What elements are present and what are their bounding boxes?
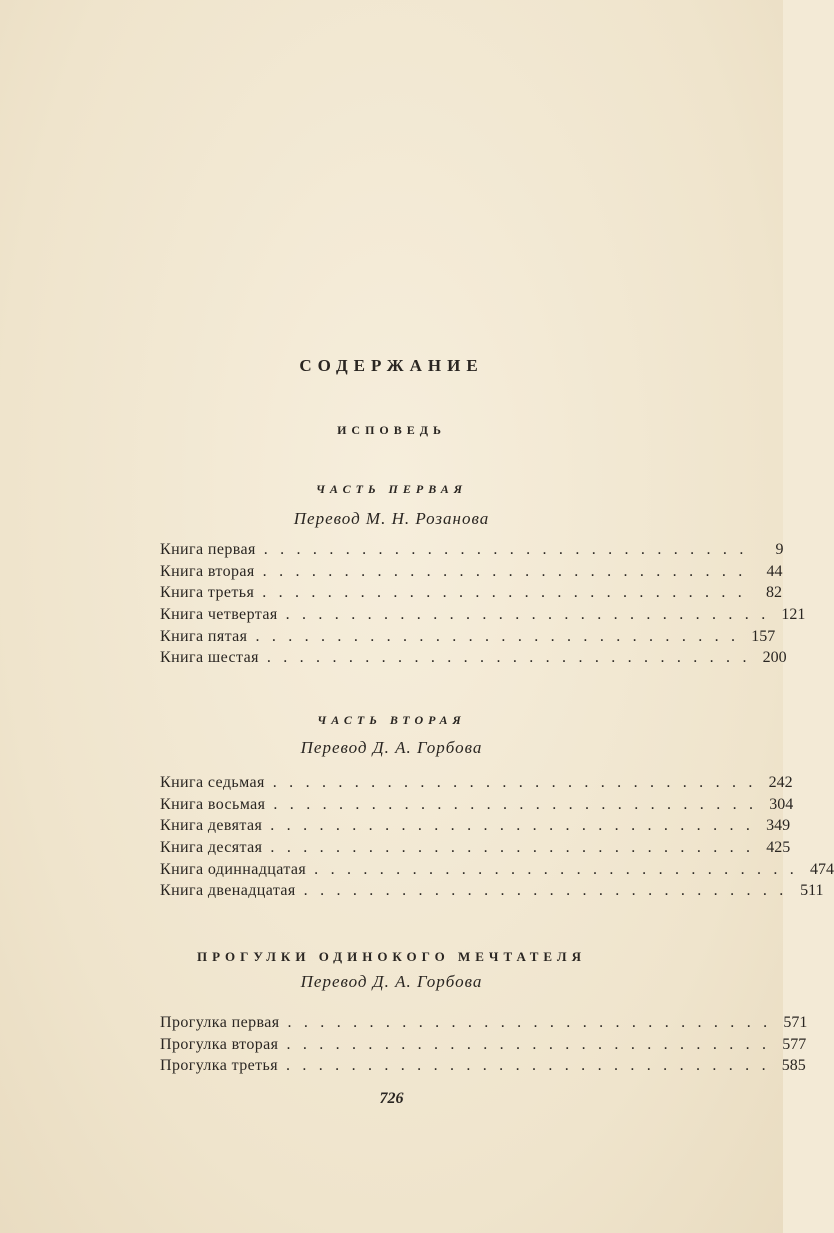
toc-row[interactable] (160, 1012, 808, 1034)
toc-entry-label: Прогулка первая (160, 1014, 280, 1031)
toc-entry-page: 242 (768, 774, 793, 791)
leader-dots: . . . . . . . . . . . . . . . . . . . . . . . . . . . . . . (272, 774, 757, 791)
toc-row[interactable] (160, 837, 791, 859)
leader-dots: . . . . . . . . . . . . . . . . . . . . . . . . . . . . . . (270, 839, 755, 857)
leader-dots: . . . . . . . . . . . . . . . . . . . . . . . . . . . . . . (262, 562, 747, 580)
toc-row[interactable] (160, 582, 783, 604)
part-two-title: ЧАСТЬ ВТОРАЯ (317, 713, 466, 727)
toc-row[interactable] (160, 647, 787, 669)
toc-entry-page: 474 (809, 860, 834, 878)
toc-row[interactable] (160, 1055, 806, 1077)
toc-entry-page: 304 (769, 795, 794, 813)
part-one-title: ЧАСТЬ ПЕРВАЯ (315, 482, 468, 496)
toc-entry-page: 44 (766, 562, 783, 580)
leader-dots: . . . . . . . . . . . . . . . . . . . . . . . . . . . . . . (262, 584, 747, 602)
toc-entry-label: Прогулка вторая (160, 1035, 279, 1053)
work-title-reveries: ПРОГУЛКИ ОДИНОКОГО МЕЧТАТЕЛЯ (197, 949, 586, 964)
reveries-translator: Перевод Д. А. Горбова (300, 972, 483, 991)
toc-row[interactable] (160, 561, 783, 583)
toc-entry-label: Книга девятая (160, 817, 263, 835)
toc-entry-page: 577 (782, 1035, 807, 1053)
work-title-confession: ИСПОВЕДЬ (337, 423, 446, 437)
toc-row[interactable] (160, 539, 784, 561)
part-two-translator: Перевод Д. А. Горбова (300, 738, 483, 757)
leader-dots: . . . . . . . . . . . . . . . . . . . . . . . . . . . . . . (287, 1014, 772, 1031)
leader-dots: . . . . . . . . . . . . . . . . . . . . . . . . . . . . . . (286, 1035, 771, 1053)
toc-row[interactable] (160, 772, 793, 794)
toc-entry-page: 9 (775, 541, 784, 558)
toc-entry-label: Книга седьмая (160, 774, 265, 791)
toc-list-part-one (160, 539, 806, 669)
toc-list-part-two (160, 772, 834, 902)
leader-dots: . . . . . . . . . . . . . . . . . . . . . . . . . . . . . . (270, 817, 755, 835)
toc-entry-page: 82 (766, 584, 783, 602)
toc-row[interactable] (160, 859, 834, 881)
toc-entry-label: Книга шестая (160, 649, 259, 667)
toc-entry-label: Книга двенадцатая (160, 882, 296, 900)
leader-dots: . . . . . . . . . . . . . . . . . . . . . . . . . . . . . . (285, 606, 770, 624)
part-one-translator: Перевод М. Н. Розанова (293, 509, 490, 528)
leader-dots: . . . . . . . . . . . . . . . . . . . . . . . . . . . . . . (303, 882, 788, 900)
contents-heading: СОДЕРЖАНИЕ (299, 356, 484, 375)
toc-entry-label: Книга десятая (160, 839, 263, 857)
leader-dots: . . . . . . . . . . . . . . . . . . . . . . . . . . . . . . (263, 541, 748, 558)
toc-row[interactable] (160, 880, 824, 902)
toc-entry-page: 585 (781, 1057, 806, 1075)
toc-entry-page: 157 (751, 627, 776, 645)
toc-entry-page: 349 (766, 817, 791, 835)
toc-row[interactable] (160, 604, 806, 626)
leader-dots: . . . . . . . . . . . . . . . . . . . . . . . . . . . . . . (314, 860, 798, 878)
toc-entry-page: 425 (766, 839, 791, 857)
toc-entry-page: 121 (781, 606, 806, 624)
toc-row[interactable] (160, 815, 791, 837)
toc-entry-label: Книга вторая (160, 562, 255, 580)
toc-entry-label: Книга третья (160, 584, 255, 602)
page-number: 726 (379, 1090, 404, 1107)
leader-dots: . . . . . . . . . . . . . . . . . . . . . . . . . . . . . . (273, 795, 758, 813)
leader-dots: . . . . . . . . . . . . . . . . . . . . . . . . . . . . . . (255, 627, 740, 645)
toc-entry-label: Книга одиннадцатая (160, 860, 307, 878)
toc-entry-label: Книга четвертая (160, 606, 278, 624)
toc-entry-page: 571 (783, 1014, 808, 1031)
toc-entry-label: Книга восьмая (160, 795, 266, 813)
toc-entry-label: Книга первая (160, 541, 256, 558)
toc-entry-page: 200 (762, 649, 787, 667)
toc-row[interactable] (160, 794, 794, 816)
leader-dots: . . . . . . . . . . . . . . . . . . . . . . . . . . . . . . (285, 1057, 770, 1075)
leader-dots: . . . . . . . . . . . . . . . . . . . . . . . . . . . . . . (266, 649, 751, 667)
toc-entry-page: 511 (800, 882, 824, 900)
toc-entry-label: Книга пятая (160, 627, 248, 645)
toc-entry-label: Прогулка третья (160, 1057, 278, 1075)
toc-row[interactable] (160, 1034, 807, 1056)
toc-list-reveries (160, 1012, 808, 1077)
toc-row[interactable] (160, 626, 776, 648)
